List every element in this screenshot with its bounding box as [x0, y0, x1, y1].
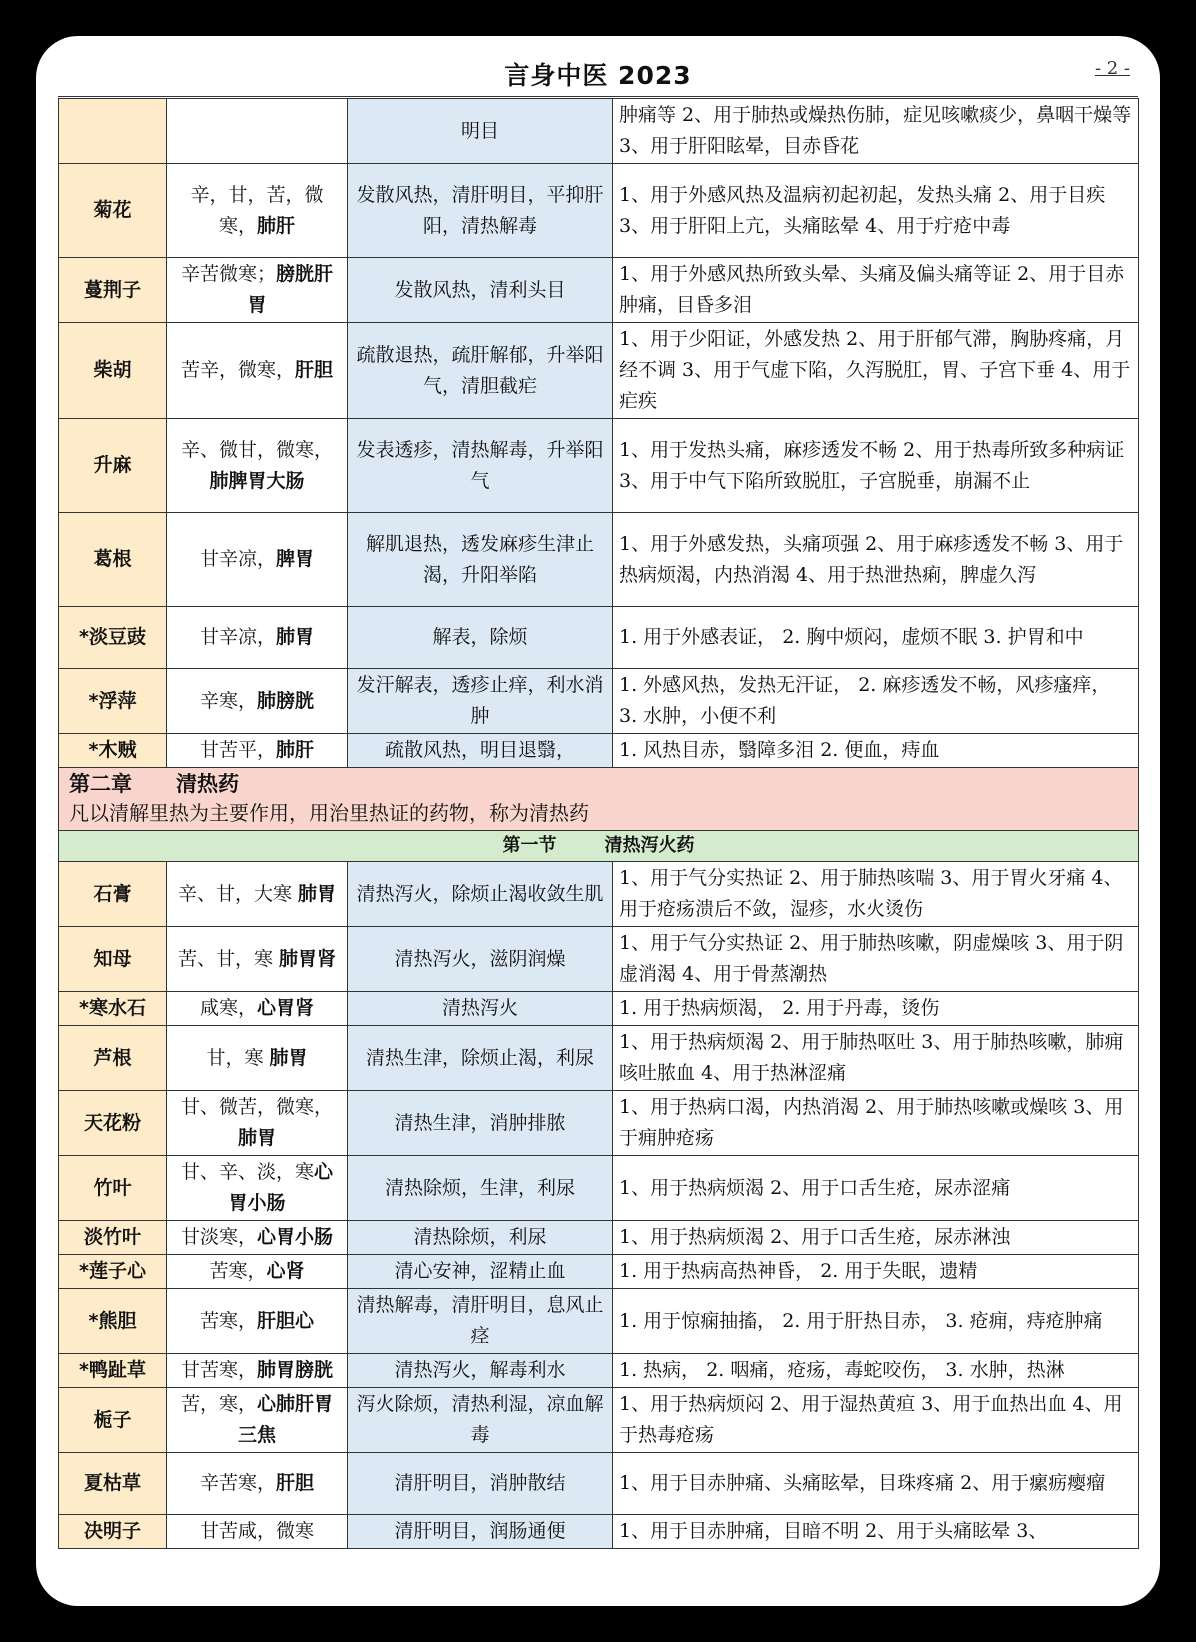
herb-name: 夏枯草: [59, 1453, 167, 1515]
herb-effect: 清热泻火: [348, 992, 613, 1026]
herb-name: 知母: [59, 927, 167, 992]
herb-name: *莲子心: [59, 1255, 167, 1289]
herb-nature: 苦辛，微寒，: [180, 359, 295, 381]
herb-nature: 辛，甘，苦，微寒，: [190, 183, 324, 237]
herb-indications: 1. 热病， 2. 咽痛，疮疡，毒蛇咬伤， 3. 水肿，热淋: [613, 1354, 1139, 1388]
chapter-description: 凡以清解里热为主要作用，用治里热证的药物，称为清热药: [69, 801, 589, 825]
herb-meridian: 肺胃: [269, 1046, 308, 1069]
herb-name: 葛根: [59, 513, 167, 607]
herb-effect: 解肌退热，透发麻疹生津止渴，升阳举陷: [348, 513, 613, 607]
herb-row: [59, 513, 1139, 607]
herb-name: *寒水石: [59, 992, 167, 1026]
document-page: [36, 36, 1160, 1606]
herb-indications: 1. 用于热病烦渴， 2. 用于丹毒，烫伤: [613, 992, 1139, 1026]
section-name: 清热泻火药: [604, 835, 695, 856]
herb-meridian: 心肺肝胃三焦: [237, 1393, 334, 1446]
herb-row: [59, 323, 1139, 419]
herb-property: [167, 1388, 348, 1453]
herb-nature: 甘、微苦，微寒，: [180, 1096, 333, 1118]
chapter-label: 第二章: [69, 772, 132, 796]
herb-effect: 清热泻火，除烦止渴收敛生肌: [348, 862, 613, 927]
herb-row: [59, 1026, 1139, 1091]
herb-indications: 1、用于外感风热及温病初起初起，发热头痛 2、用于目疾 3、用于肝阳上亢，头痛眩晕 4、用于疔疮中毒: [613, 164, 1139, 258]
herb-nature: 甘辛凉，: [199, 626, 276, 648]
herb-effect: 明目: [348, 99, 613, 164]
herb-property: [167, 862, 348, 927]
herb-row: [59, 1255, 1139, 1289]
herb-nature: 甘、辛、淡，寒: [180, 1161, 314, 1183]
herb-indications: 1. 用于热病高热神昏， 2. 用于失眠，遗精: [613, 1255, 1139, 1289]
herb-row: [59, 669, 1139, 734]
herb-indications: 1、用于热病烦渴 2、用于口舌生疮，尿赤涩痛: [613, 1156, 1139, 1221]
herb-property: [167, 1289, 348, 1354]
herb-indications: 1、用于发热头痛，麻疹透发不畅 2、用于热毒所致多种病证 3、用于中气下陷所致脱肛，子宫脱垂，崩漏不止: [613, 419, 1139, 513]
herb-effect: 清热解毒，清肝明目，息风止痉: [348, 1289, 613, 1354]
herb-table: [58, 98, 1139, 1549]
herb-nature: 辛、甘，大寒: [177, 882, 299, 905]
herb-property: [167, 992, 348, 1026]
herb-meridian: 肺胃: [237, 1127, 276, 1149]
herb-effect: 疏散风热，明目退翳，: [348, 734, 613, 768]
chapter-row: [59, 768, 1139, 831]
herb-row: [59, 734, 1139, 768]
herb-meridian: 肝胆: [295, 359, 334, 381]
herb-nature: 苦、甘，寒: [177, 947, 280, 970]
herb-meridian: 肺胃膀胱: [257, 1359, 334, 1381]
herb-row: [59, 1289, 1139, 1354]
herb-row: [59, 1354, 1139, 1388]
herb-nature: 甘，寒: [206, 1046, 270, 1069]
herb-name: 竹叶: [59, 1156, 167, 1221]
herb-nature: 甘苦平，: [199, 739, 276, 761]
herb-effect: 清热泻火，滋阴润燥: [348, 927, 613, 992]
herb-property: [167, 669, 348, 734]
herb-property: [167, 99, 348, 164]
page-header: [58, 52, 1138, 97]
herb-nature: 辛苦寒，: [199, 1472, 276, 1494]
herb-name: *木贼: [59, 734, 167, 768]
herb-nature: 辛寒，: [199, 689, 257, 712]
herb-indications: 1、用于外感风热所致头晕、头痛及偏头痛等证 2、用于目赤肿痛，目昏多泪: [613, 258, 1139, 323]
herb-row: [59, 1156, 1139, 1221]
herb-property: [167, 1091, 348, 1156]
herb-row: [59, 419, 1139, 513]
herb-row: [59, 99, 1139, 164]
herb-meridian: 肺胃: [276, 626, 315, 648]
herb-nature: 甘苦寒，: [180, 1359, 257, 1381]
herb-indications: 1、用于热病口渴，内热消渴 2、用于肺热咳嗽或燥咳 3、用于痈肿疮疡: [613, 1091, 1139, 1156]
herb-effect: 解表，除烦: [348, 607, 613, 669]
herb-property: [167, 1221, 348, 1255]
herb-group-1: [59, 99, 1139, 768]
herb-meridian: 脾胃: [276, 548, 315, 570]
herb-nature: 辛苦微寒；: [180, 263, 276, 285]
herb-row: [59, 862, 1139, 927]
herb-name: *熊胆: [59, 1289, 167, 1354]
herb-property: [167, 164, 348, 258]
herb-indications: 肿痛等 2、用于肺热或燥热伤肺，症见咳嗽痰少，鼻咽干燥等 3、用于肝阳眩晕，目赤昏花: [613, 99, 1139, 164]
herb-meridian: 心胃小肠: [257, 1226, 334, 1248]
herb-nature: 甘淡寒，: [180, 1226, 257, 1248]
herb-nature: 苦，寒，: [180, 1393, 257, 1415]
herb-effect: 清心安神，涩精止血: [348, 1255, 613, 1289]
section-row: [59, 831, 1139, 862]
herb-property: [167, 1354, 348, 1388]
herb-effect: 清热除烦，生津，利尿: [348, 1156, 613, 1221]
herb-indications: 1. 外感风热，发热无汗证， 2. 麻疹透发不畅，风疹瘙痒， 3. 水肿，小便不利: [613, 669, 1139, 734]
herb-indications: 1、用于气分实热证 2、用于肺热咳喘 3、用于胃火牙痛 4、用于疮疡溃后不敛，湿疹，水火烫伤: [613, 862, 1139, 927]
herb-row: [59, 1453, 1139, 1515]
herb-meridian: 肺脾胃大肠: [209, 469, 305, 492]
herb-name: *鸭趾草: [59, 1354, 167, 1388]
herb-effect: 疏散退热，疏肝解郁，升举阳气，清胆截疟: [348, 323, 613, 419]
herb-indications: 1、用于热病烦闷 2、用于湿热黄疸 3、用于血热出血 4、用于热毒疮疡: [613, 1388, 1139, 1453]
herb-indications: 1、用于目赤肿痛，目暗不明 2、用于头痛眩晕 3、: [613, 1515, 1139, 1549]
herb-indications: 1、用于外感发热，头痛项强 2、用于麻疹透发不畅 3、用于热病烦渴，内热消渴 4、用于热泄热痢，脾虚久泻: [613, 513, 1139, 607]
chapter-cell: [59, 768, 1139, 831]
chapter-title: [69, 770, 1128, 799]
herb-name: [59, 99, 167, 164]
section-label: 第一节: [502, 835, 557, 856]
herb-indications: 1、用于目赤肿痛、头痛眩晕，目珠疼痛 2、用于瘰疬瘿瘤: [613, 1453, 1139, 1515]
herb-name: 柴胡: [59, 323, 167, 419]
herb-property: [167, 323, 348, 419]
herb-meridian: 肝胆: [276, 1472, 315, 1494]
herb-name: 蔓荆子: [59, 258, 167, 323]
herb-meridian: 心胃小肠: [228, 1161, 334, 1214]
herb-meridian: 肺肝: [257, 214, 296, 237]
herb-effect: 清热生津，除烦止渴，利尿: [348, 1026, 613, 1091]
section-cell: [59, 831, 1139, 862]
herb-row: [59, 927, 1139, 992]
herb-meridian: 肺膀胱: [257, 689, 315, 712]
herb-property: [167, 1255, 348, 1289]
herb-meridian: 肺胃: [298, 882, 337, 905]
herb-effect: 清肝明目，消肿散结: [348, 1453, 613, 1515]
herb-property: [167, 1156, 348, 1221]
herb-property: [167, 1026, 348, 1091]
herb-nature: 甘苦咸，微寒: [199, 1520, 314, 1542]
herb-effect: 发散风热，清肝明目，平抑肝阳，清热解毒: [348, 164, 613, 258]
herb-name: 菊花: [59, 164, 167, 258]
herb-meridian: 肺胃肾: [279, 947, 337, 970]
herb-name: 淡竹叶: [59, 1221, 167, 1255]
herb-row: [59, 607, 1139, 669]
herb-nature: 咸寒，: [199, 997, 257, 1019]
herb-indications: 1. 用于惊痫抽搐， 2. 用于肝热目赤， 3. 疮痈，痔疮肿痛: [613, 1289, 1139, 1354]
herb-name: *浮萍: [59, 669, 167, 734]
herb-name: 芦根: [59, 1026, 167, 1091]
herb-indications: 1、用于热病烦渴 2、用于口舌生疮，尿赤淋浊: [613, 1221, 1139, 1255]
page-number: - 2 -: [1094, 58, 1130, 79]
herb-row: [59, 258, 1139, 323]
herb-meridian: 肺肝: [276, 739, 315, 761]
herb-effect: 清热生津，消肿排脓: [348, 1091, 613, 1156]
herb-effect: 清热泻火，解毒利水: [348, 1354, 613, 1388]
herb-row: [59, 164, 1139, 258]
herb-indications: 1、用于少阳证，外感发热 2、用于肝郁气滞，胸胁疼痛，月经不调 3、用于气虚下陷，久泻脱肛，胃、子宫下垂 4、用于疟疾: [613, 323, 1139, 419]
herb-property: [167, 1453, 348, 1515]
herb-meridian: 膀胱肝胃: [247, 263, 334, 316]
herb-property: [167, 1515, 348, 1549]
herb-name: 栀子: [59, 1388, 167, 1453]
herb-row: [59, 1515, 1139, 1549]
herb-row: [59, 1221, 1139, 1255]
herb-effect: 清肝明目，润肠通便: [348, 1515, 613, 1549]
herb-meridian: 肝胆心: [257, 1309, 315, 1332]
herb-property: [167, 734, 348, 768]
herb-property: [167, 927, 348, 992]
page-title: 言身中医 2023: [504, 61, 692, 90]
herb-name: 决明子: [59, 1515, 167, 1549]
herb-effect: 发汗解表，透疹止痒，利水消肿: [348, 669, 613, 734]
herb-property: [167, 607, 348, 669]
herb-effect: 清热除烦，利尿: [348, 1221, 613, 1255]
herb-row: [59, 1388, 1139, 1453]
herb-group-2: [59, 862, 1139, 1549]
herb-name: 天花粉: [59, 1091, 167, 1156]
herb-nature: 辛、微甘，微寒，: [180, 438, 333, 461]
herb-property: [167, 513, 348, 607]
herb-row: [59, 992, 1139, 1026]
herb-row: [59, 1091, 1139, 1156]
herb-nature: 甘辛凉，: [199, 548, 276, 570]
herb-name: 升麻: [59, 419, 167, 513]
herb-effect: 发表透疹，清热解毒，升举阳气: [348, 419, 613, 513]
chapter-name: 清热药: [176, 772, 239, 796]
herb-property: [167, 419, 348, 513]
herb-nature: 苦寒，: [199, 1309, 257, 1332]
herb-effect: 发散风热，清利头目: [348, 258, 613, 323]
herb-name: 石膏: [59, 862, 167, 927]
herb-effect: 泻火除烦，清热利湿，凉血解毒: [348, 1388, 613, 1453]
herb-indications: 1. 用于外感表证， 2. 胸中烦闷，虚烦不眠 3. 护胃和中: [613, 607, 1139, 669]
herb-indications: 1、用于热病烦渴 2、用于肺热呕吐 3、用于肺热咳嗽，肺痈咳吐脓血 4、用于热淋涩痛: [613, 1026, 1139, 1091]
herb-nature: 苦寒，: [209, 1260, 267, 1282]
herb-property: [167, 258, 348, 323]
herb-meridian: 心胃肾: [257, 997, 315, 1019]
herb-meridian: 心肾: [266, 1260, 305, 1282]
herb-indications: 1. 风热目赤，翳障多泪 2. 便血，痔血: [613, 734, 1139, 768]
herb-indications: 1、用于气分实热证 2、用于肺热咳嗽，阴虚燥咳 3、用于阴虚消渴 4、用于骨蒸潮热: [613, 927, 1139, 992]
herb-name: *淡豆豉: [59, 607, 167, 669]
